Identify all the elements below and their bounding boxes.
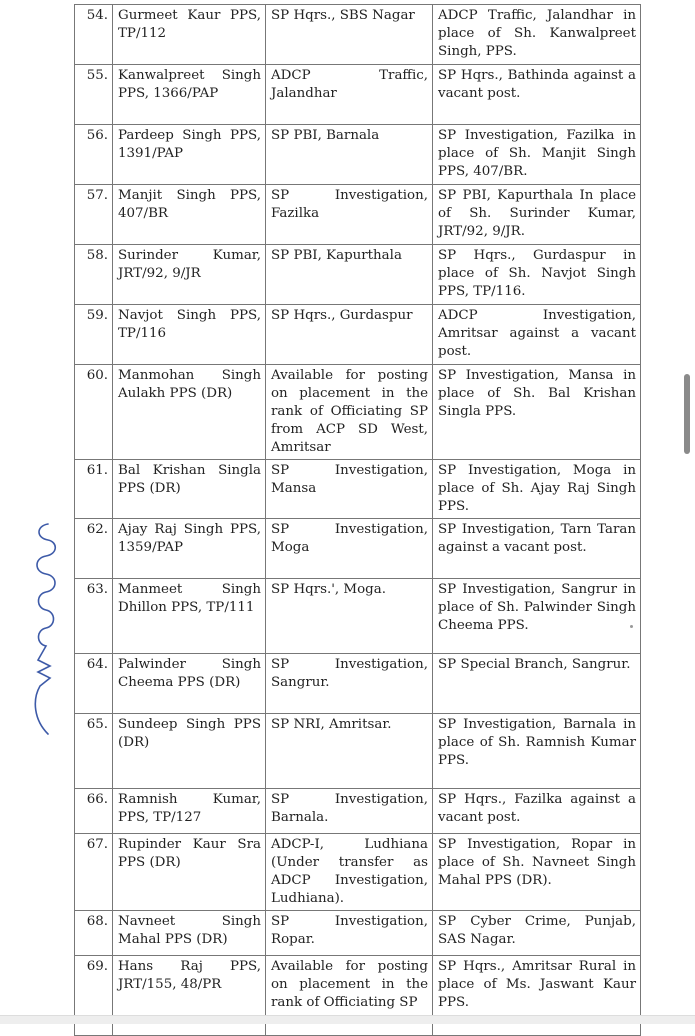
present-posting-cell: ADCP Traffic, Jalandhar	[266, 65, 433, 125]
new-posting-cell: SP Investigation, Moga in place of Sh. Ajay Raj Singh PPS.	[433, 460, 641, 519]
serial-number-cell: 64.	[75, 654, 113, 714]
new-posting-cell: SP Special Branch, Sangrur.	[433, 654, 641, 714]
serial-number-cell: 59.	[75, 305, 113, 365]
serial-number-cell: 69.	[75, 956, 113, 1036]
officer-name-cell: Gurmeet Kaur PPS, TP/112	[113, 5, 266, 65]
serial-number-cell: 55.	[75, 65, 113, 125]
officer-name-cell: Surinder Kumar, JRT/92, 9/JR	[113, 245, 266, 305]
officer-name-cell: Kanwalpreet Singh PPS, 1366/PAP	[113, 65, 266, 125]
present-posting-cell: SP NRI, Amritsar.	[266, 714, 433, 789]
table-row	[75, 911, 641, 956]
officer-name-cell: Manmeet Singh Dhillon PPS, TP/111	[113, 579, 266, 654]
serial-number-cell: 65.	[75, 714, 113, 789]
table-row	[75, 125, 641, 185]
officer-name-cell: Manmohan Singh Aulakh PPS (DR)	[113, 365, 266, 460]
new-posting-cell: SP Hqrs., Amritsar Rural in place of Ms. Jaswant Kaur PPS.	[433, 956, 641, 1036]
present-posting-cell: SP PBI, Kapurthala	[266, 245, 433, 305]
new-posting-cell: SP Investigation, Ropar in place of Sh. Navneet Singh Mahal PPS (DR).	[433, 834, 641, 911]
new-posting-cell: SP Hqrs., Gurdaspur in place of Sh. Navjot Singh PPS, TP/116.	[433, 245, 641, 305]
table-row	[75, 519, 641, 579]
table-row	[75, 579, 641, 654]
table-row	[75, 65, 641, 125]
table-row	[75, 714, 641, 789]
officer-name-cell: Palwinder Singh Cheema PPS (DR)	[113, 654, 266, 714]
present-posting-cell: Available for posting on placement in the rank of Officiating SP from ACP SD West, Amritsar	[266, 365, 433, 460]
officer-name-cell: Manjit Singh PPS, 407/BR	[113, 185, 266, 245]
present-posting-cell: SP Investigation, Ropar.	[266, 911, 433, 956]
new-posting-cell: SP Investigation, Sangrur in place of Sh. Palwinder Singh Cheema PPS.	[433, 579, 641, 654]
present-posting-cell: SP Hqrs., SBS Nagar	[266, 5, 433, 65]
new-posting-cell: SP Hqrs., Fazilka against a vacant post.	[433, 789, 641, 834]
handwritten-signature	[28, 520, 62, 740]
table-row	[75, 654, 641, 714]
present-posting-cell: SP Investigation, Fazilka	[266, 185, 433, 245]
new-posting-cell: SP Investigation, Tarn Taran against a vacant post.	[433, 519, 641, 579]
officer-name-cell: Hans Raj PPS, JRT/155, 48/PR	[113, 956, 266, 1036]
serial-number-cell: 62.	[75, 519, 113, 579]
new-posting-cell: ADCP Traffic, Jalandhar in place of Sh. Kanwalpreet Singh, PPS.	[433, 5, 641, 65]
new-posting-cell: SP Investigation, Mansa in place of Sh. Bal Krishan Singla PPS.	[433, 365, 641, 460]
serial-number-cell: 54.	[75, 5, 113, 65]
officer-name-cell: Rupinder Kaur Sra PPS (DR)	[113, 834, 266, 911]
bottom-bar	[0, 1015, 695, 1024]
serial-number-cell: 57.	[75, 185, 113, 245]
present-posting-cell: SP Investigation, Moga	[266, 519, 433, 579]
new-posting-cell: SP Cyber Crime, Punjab, SAS Nagar.	[433, 911, 641, 956]
serial-number-cell: 61.	[75, 460, 113, 519]
present-posting-cell: SP Investigation, Sangrur.	[266, 654, 433, 714]
present-posting-cell: Available for posting on placement in the rank of Officiating SP	[266, 956, 433, 1036]
serial-number-cell: 63.	[75, 579, 113, 654]
serial-number-cell: 68.	[75, 911, 113, 956]
table-row	[75, 789, 641, 834]
scrollbar-thumb[interactable]	[684, 374, 690, 454]
new-posting-cell: SP PBI, Kapurthala In place of Sh. Surinder Kumar, JRT/92, 9/JR.	[433, 185, 641, 245]
serial-number-cell: 58.	[75, 245, 113, 305]
officer-name-cell: Ajay Raj Singh PPS, 1359/PAP	[113, 519, 266, 579]
table-row	[75, 185, 641, 245]
present-posting-cell: SP Investigation, Mansa	[266, 460, 433, 519]
new-posting-cell: SP Investigation, Fazilka in place of Sh. Manjit Singh PPS, 407/BR.	[433, 125, 641, 185]
officer-name-cell: Bal Krishan Singla PPS (DR)	[113, 460, 266, 519]
present-posting-cell: SP Investigation, Barnala.	[266, 789, 433, 834]
serial-number-cell: 60.	[75, 365, 113, 460]
table-row	[75, 305, 641, 365]
table-row	[75, 245, 641, 305]
table-row	[75, 834, 641, 911]
table-row	[75, 460, 641, 519]
table-row	[75, 5, 641, 65]
present-posting-cell: ADCP-I, Ludhiana (Under transfer as ADCP Investigation, Ludhiana).	[266, 834, 433, 911]
present-posting-cell: SP Hqrs.', Moga.	[266, 579, 433, 654]
serial-number-cell: 67.	[75, 834, 113, 911]
new-posting-cell: ADCP Investigation, Amritsar against a vacant post.	[433, 305, 641, 365]
officer-name-cell: Navjot Singh PPS, TP/116	[113, 305, 266, 365]
present-posting-cell: SP PBI, Barnala	[266, 125, 433, 185]
posting-table	[74, 4, 641, 1036]
new-posting-cell: SP Hqrs., Bathinda against a vacant post.	[433, 65, 641, 125]
officer-name-cell: Navneet Singh Mahal PPS (DR)	[113, 911, 266, 956]
serial-number-cell: 56.	[75, 125, 113, 185]
present-posting-cell: SP Hqrs., Gurdaspur	[266, 305, 433, 365]
serial-number-cell: 66.	[75, 789, 113, 834]
speck-mark	[630, 625, 633, 628]
officer-name-cell: Ramnish Kumar, PPS, TP/127	[113, 789, 266, 834]
new-posting-cell: SP Investigation, Barnala in place of Sh. Ramnish Kumar PPS.	[433, 714, 641, 789]
officer-name-cell: Sundeep Singh PPS (DR)	[113, 714, 266, 789]
officer-name-cell: Pardeep Singh PPS, 1391/PAP	[113, 125, 266, 185]
table-row	[75, 365, 641, 460]
